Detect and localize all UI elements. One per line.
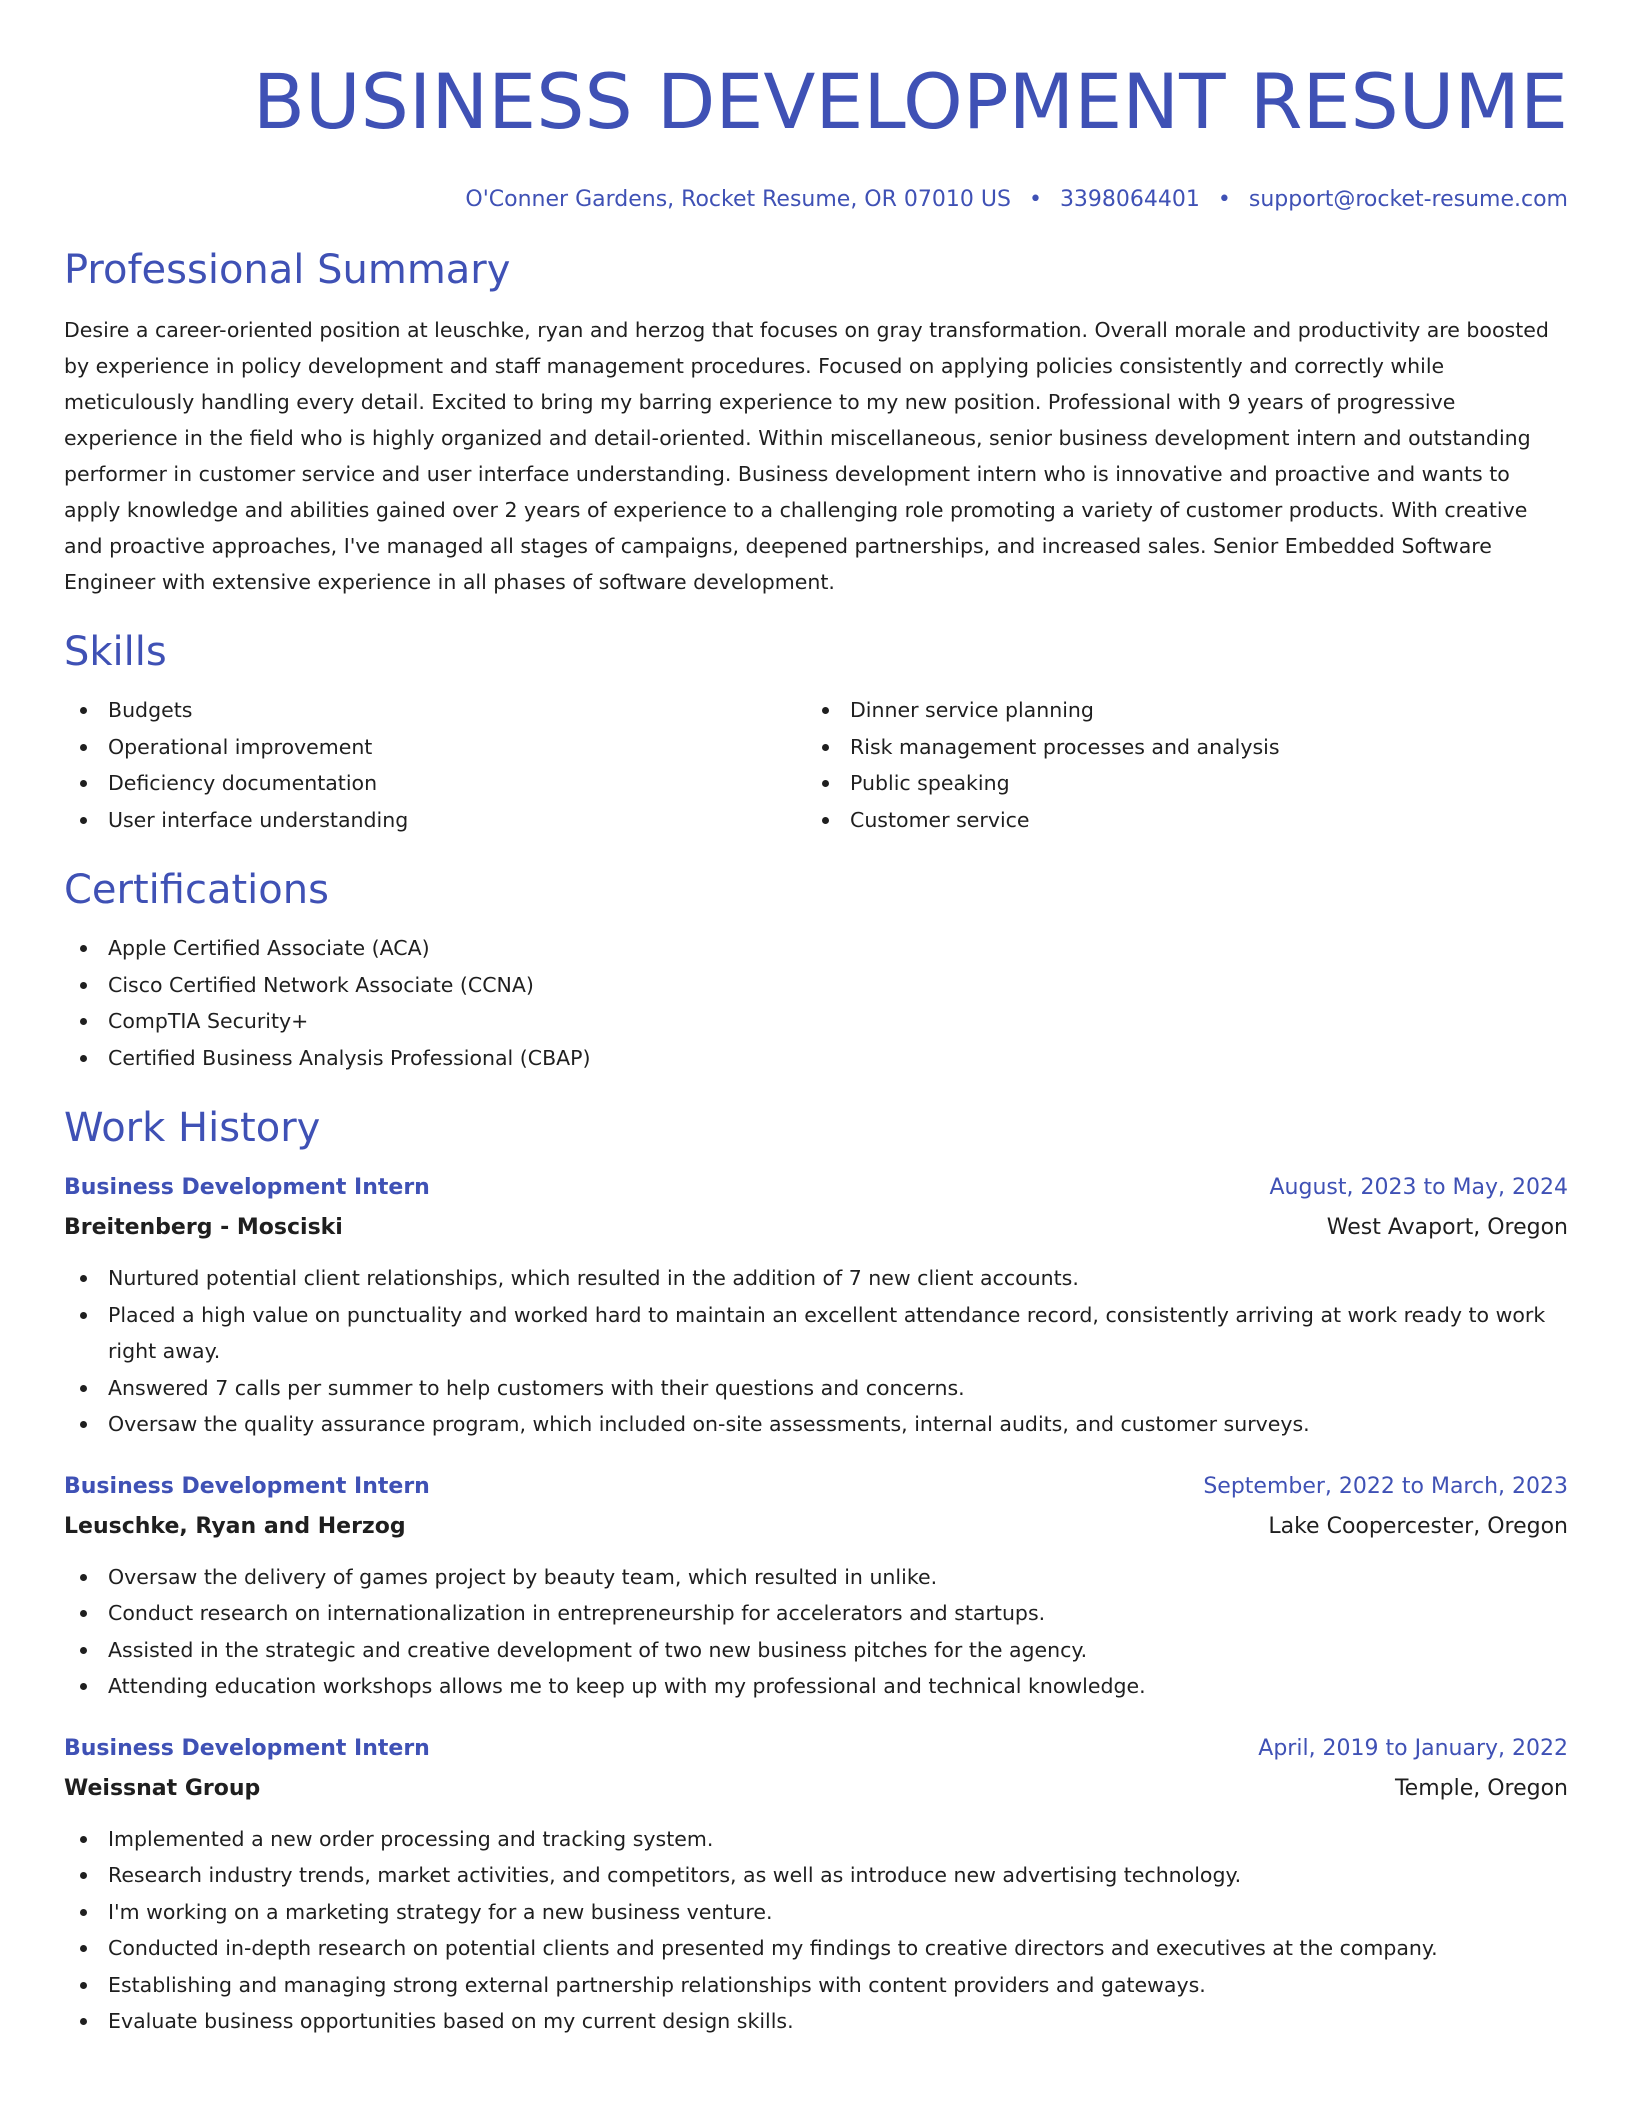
- skill-item: Dinner service planning: [806, 692, 1548, 729]
- resume-page: [64, 0, 1568, 2040]
- job-entry: [64, 1168, 1568, 1443]
- skill-item: Public speaking: [806, 765, 1548, 802]
- job-entry: [64, 1467, 1568, 1705]
- skill-item: Customer service: [806, 802, 1548, 839]
- job-bullet: Assisted in the strategic and creative development of two new business pitches for the agency.: [64, 1632, 1568, 1669]
- job-location: Lake Coopercester, Oregon: [1268, 1513, 1568, 1539]
- skills-heading: Skills: [64, 629, 167, 675]
- contact-phone: 3398064401: [1059, 187, 1200, 212]
- job-bullet: Oversaw the quality assurance program, which included on-site assessments, internal audits, and customer surveys.: [64, 1406, 1568, 1443]
- job-bullets: [64, 1260, 1568, 1443]
- summary-section: [64, 244, 1568, 600]
- job-dates: April, 2019 to January, 2022: [1258, 1735, 1568, 1761]
- job-company-row: [64, 1507, 1568, 1547]
- job-bullet: Conduct research on internationalization in entrepreneurship for accelerators and startups.: [64, 1595, 1568, 1632]
- job-bullet: Attending education workshops allows me to keep up with my professional and technical knowledge.: [64, 1668, 1568, 1705]
- job-bullet: Oversaw the delivery of games project by beauty team, which resulted in unlike.: [64, 1559, 1568, 1596]
- contact-email: support@rocket-resume.com: [1248, 187, 1568, 212]
- contact-address: O'Conner Gardens, Rocket Resume, OR 07010 US: [465, 187, 1011, 212]
- contact-separator: •: [1217, 187, 1231, 212]
- skill-item: Risk management processes and analysis: [806, 729, 1548, 766]
- skill-item: User interface understanding: [64, 802, 806, 839]
- job-bullet: Implemented a new order processing and tracking system.: [64, 1821, 1568, 1858]
- job-bullet: Research industry trends, market activities, and competitors, as well as introduce new advertising technology.: [64, 1857, 1568, 1894]
- summary-text: Desire a career-oriented position at leuschke, ryan and herzog that focuses on gray transformation. Overall morale and productivity are boosted by experience in policy development and staff management procedures. Focused on applying policies consistently and correctly while meticulously handling every detail. Excited to bring my barring experience to my new position. Professional with 9 years of progressive experience in the field who is highly organized and detail-oriented. Within miscellaneous, senior business development intern and outstanding performer in customer service and user interface understanding. Business development intern who is innovative and proactive and wants to apply knowledge and abilities gained over 2 years of experience to a challenging role promoting a variety of customer products. With creative and proactive approaches, I've managed all stages of campaigns, deepened partnerships, and increased sales. Senior Embedded Software Engineer with extensive experience in all phases of software development.: [64, 318, 1549, 594]
- summary-heading: Professional Summary: [64, 247, 511, 293]
- resume-title: BUSINESS DEVELOPMENT RESUME: [252, 57, 1568, 146]
- certification-item: Apple Certified Associate (ACA): [64, 930, 1568, 967]
- skills-list-right: [806, 692, 1548, 838]
- job-title: Business Development Intern: [64, 1473, 430, 1499]
- job-header-row: [64, 1729, 1568, 1769]
- job-bullet: Answered 7 calls per summer to help customers with their questions and concerns.: [64, 1370, 1568, 1407]
- job-bullet: Conducted in-depth research on potential clients and presented my findings to creative directors and executives at the company.: [64, 1930, 1568, 1967]
- job-company-row: [64, 1769, 1568, 1809]
- job-bullet: Nurtured potential client relationships, which resulted in the addition of 7 new client accounts.: [64, 1260, 1568, 1297]
- job-header-row: [64, 1467, 1568, 1507]
- job-title: Business Development Intern: [64, 1735, 430, 1761]
- work-history-heading: Work History: [64, 1105, 321, 1151]
- job-entry: [64, 1729, 1568, 2040]
- skill-item: Budgets: [64, 692, 806, 729]
- job-company-row: [64, 1208, 1568, 1248]
- job-bullet: Establishing and managing strong external partnership relationships with content providers and gateways.: [64, 1967, 1568, 2004]
- certification-item: Certified Business Analysis Professional (CBAP): [64, 1040, 1568, 1077]
- job-bullet: Evaluate business opportunities based on my current design skills.: [64, 2003, 1568, 2040]
- job-header-row: [64, 1168, 1568, 1208]
- contact-separator: •: [1028, 187, 1042, 212]
- certification-item: CompTIA Security+: [64, 1003, 1568, 1040]
- job-bullet: I'm working on a marketing strategy for a new business venture.: [64, 1894, 1568, 1931]
- work-history-section: [64, 1102, 1568, 2040]
- job-location: Temple, Oregon: [1394, 1775, 1568, 1801]
- skills-grid: [64, 692, 1568, 838]
- job-company: Leuschke, Ryan and Herzog: [64, 1513, 406, 1539]
- skills-list-left: [64, 692, 806, 838]
- job-location: West Avaport, Oregon: [1326, 1215, 1568, 1240]
- job-company: Breitenberg - Mosciski: [64, 1215, 343, 1240]
- certifications-heading: Certifications: [64, 867, 329, 913]
- job-company: Weissnat Group: [64, 1775, 261, 1801]
- job-bullet: Placed a high value on punctuality and worked hard to maintain an excellent attendance record, consistently arriving at work ready to work right away.: [64, 1297, 1568, 1370]
- job-bullets: [64, 1821, 1568, 2040]
- skill-item: Deficiency documentation: [64, 765, 806, 802]
- job-dates: September, 2022 to March, 2023: [1203, 1473, 1568, 1499]
- certification-item: Cisco Certified Network Associate (CCNA): [64, 967, 1568, 1004]
- job-bullets: [64, 1559, 1568, 1705]
- job-dates: August, 2023 to May, 2024: [1269, 1175, 1568, 1200]
- resume-header: [64, 0, 1568, 216]
- skill-item: Operational improvement: [64, 729, 806, 766]
- contact-line: [64, 184, 1568, 216]
- job-title: Business Development Intern: [64, 1175, 430, 1200]
- certifications-list: [64, 930, 1568, 1076]
- skills-section: [64, 626, 1568, 838]
- certifications-section: [64, 864, 1568, 1076]
